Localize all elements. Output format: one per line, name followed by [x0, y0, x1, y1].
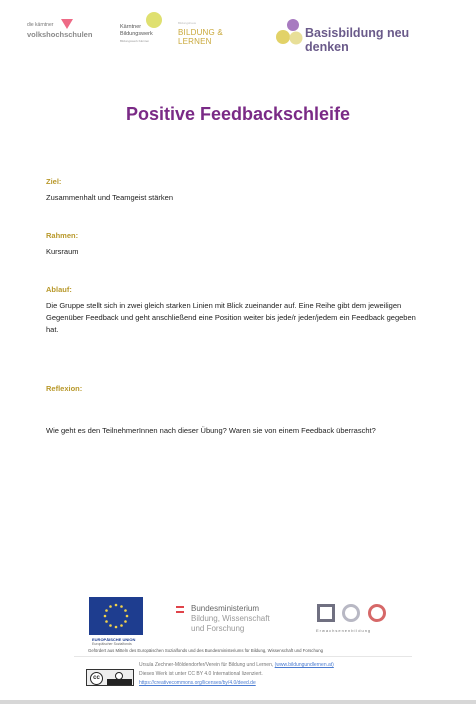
square-icon	[317, 604, 335, 622]
license-author: Ursula Zechner-Möldendorfer/Verein für Bildung und Lernen,	[139, 662, 274, 668]
section-label-ziel: Ziel:	[46, 177, 62, 186]
license-cc-link[interactable]: https://creativecommons.org/licenses/by/4.0/deed.de	[139, 680, 256, 686]
funding-note: Gefördert aus Mitteln des Europäischen Sozialfonds und des Bundesministeriums für Bildung, Wissenschaft und Forschung	[88, 648, 324, 653]
kbw-line2: Bildungswerk	[120, 31, 153, 37]
section-text-rahmen: Kursraum	[46, 247, 79, 256]
bildung-lernen-logo	[178, 21, 258, 46]
austria-flag-icon	[176, 606, 184, 608]
license-line2: Dieses Werk ist unter CC BY 4.0 International lizenziert.	[139, 671, 263, 677]
vhs-small-text: die kärntner	[27, 22, 54, 28]
license-line3	[139, 680, 256, 686]
bmbwf-logo	[176, 604, 296, 644]
austria-flag-icon-lower	[176, 611, 184, 613]
section-text-ablauf: Die Gruppe stellt sich in zwei gleich starken Linien mit Blick zueinander auf. Eine Reihe gibt dem jeweiligen Gegenüber Feedback und geht anschließend eine Position weiter bis jede/r jeder/jedem ein Feedback gegeben hat.	[46, 301, 416, 334]
bul-name: BILDUNG & LERNEN	[178, 28, 223, 46]
footer-logos	[86, 595, 398, 645]
section-text-ziel: Zusammenhalt und Teamgeist stärken	[46, 193, 174, 202]
volkshochschulen-logo	[27, 16, 107, 46]
kbw-line1: Kärntner	[120, 24, 142, 30]
bm-line2: Bildung, Wissenschaft	[191, 614, 270, 623]
heart-icon	[60, 18, 74, 30]
kbw-small-text: Bildungswerk Kärnten	[120, 39, 150, 43]
bm-line3: und Forschung	[191, 624, 245, 633]
section-label-reflexion: Reflexion:	[46, 384, 83, 393]
eu-sub-caption: Europäischer Sozialfonds	[92, 642, 132, 646]
cc-label: cc	[90, 672, 103, 685]
basisbildung-logo	[276, 18, 456, 54]
by-bar-icon	[107, 679, 132, 685]
bul-small-text: Bildungshaus	[178, 21, 197, 25]
ewb-caption: Erwachsenenbildung	[316, 628, 372, 633]
bm-line1: Bundesministerium	[191, 604, 260, 613]
license-website-link[interactable]: (www.bildungundlernen.at)	[274, 662, 334, 668]
circle-grey-icon	[342, 604, 360, 622]
yellow-dot-icon	[146, 12, 162, 28]
bildungswerk-logo	[120, 12, 170, 46]
vhs-name: volkshochschulen	[27, 30, 93, 39]
basisbildung-dots-icon	[276, 18, 304, 46]
eu-stars-icon	[89, 597, 143, 635]
footer-divider	[74, 656, 412, 657]
page-title: Positive Feedbackschleife	[125, 104, 351, 124]
page-bottom-edge	[0, 700, 476, 704]
header-logo-bar	[0, 0, 476, 64]
section-text-reflexion: Wie geht es den TeilnehmerInnen nach dieser Übung? Waren sie von einem Feedback überrascht?	[46, 426, 376, 435]
eu-caption: EUROPÄISCHE UNION	[92, 637, 136, 642]
section-label-ablauf: Ablauf:	[46, 285, 72, 294]
license-line1	[139, 662, 334, 668]
cc-by-badge-icon	[86, 669, 134, 686]
circle-red-icon	[368, 604, 386, 622]
erwachsenenbildung-logo	[314, 604, 394, 640]
basisbildung-name: Basisbildung neu denken	[305, 26, 410, 54]
section-label-rahmen: Rahmen:	[46, 231, 79, 240]
eu-flag-logo	[89, 597, 143, 646]
